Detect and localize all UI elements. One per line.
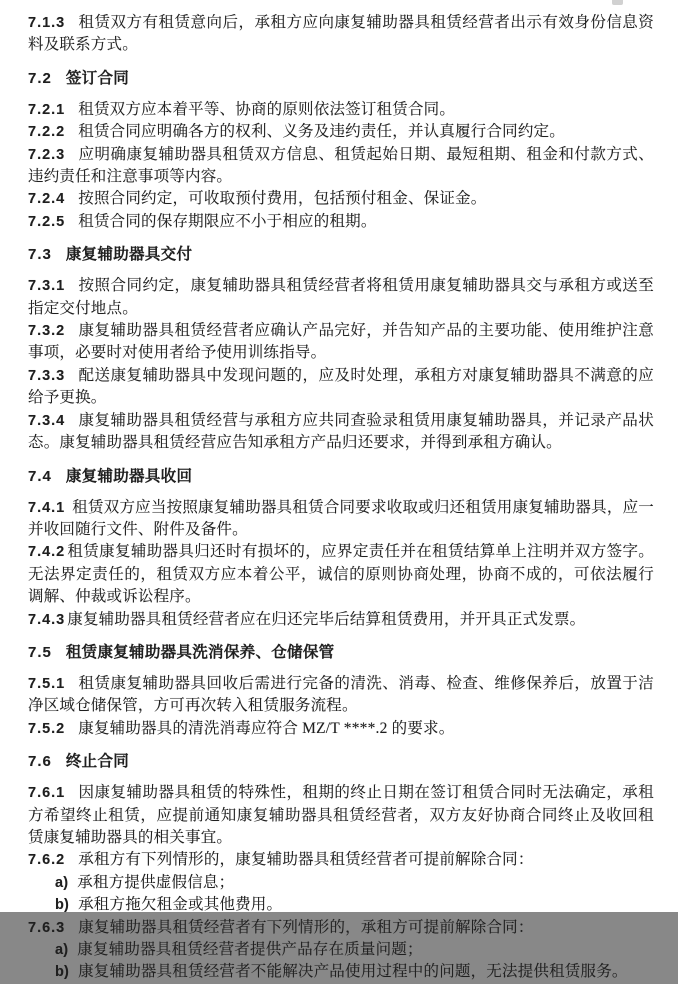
clause-number: 7.4.1 bbox=[28, 499, 66, 516]
clause bbox=[28, 609, 654, 631]
section-number: 7.6 bbox=[28, 753, 52, 771]
clause bbox=[28, 365, 654, 410]
item-marker: b) bbox=[55, 964, 70, 981]
clause-number: 7.2.2 bbox=[28, 124, 66, 141]
clause-text: 按照合同约定，康复辅助器具租赁经营者将租赁用康复辅助器具交与承租方或送至指定交付地点。 bbox=[28, 277, 654, 317]
clause-text: 康复辅助器具的清洗消毒应符合 MZ/T ****.2 的要求。 bbox=[78, 719, 455, 737]
clause-number: 7.3.3 bbox=[28, 367, 66, 384]
clause bbox=[28, 782, 654, 849]
clause-text: 康复辅助器具租赁经营者应确认产品完好，并告知产品的主要功能、使用维护注意事项，必要时对使用者给予使用训练指导。 bbox=[28, 322, 654, 362]
clause bbox=[28, 497, 654, 542]
clause bbox=[28, 320, 654, 365]
clause bbox=[28, 541, 654, 608]
clause-text: 按照合同约定，可收取预付费用，包括预付租金、保证金。 bbox=[78, 190, 487, 208]
section-heading bbox=[28, 68, 654, 90]
document-body bbox=[28, 12, 654, 984]
clause-number: 7.3.1 bbox=[28, 278, 66, 295]
scan-artifact bbox=[612, 0, 623, 5]
clause-text: 租赁双方有租赁意向后，承租方应向康复辅助器具租赁经营者出示有效身份信息资料及联系方式。 bbox=[28, 14, 654, 54]
clause-text: 租赁双方应当按照康复辅助器具租赁合同要求收取或归还租赁用康复辅助器具，应一并收回随行文件、附件及备件。 bbox=[28, 498, 654, 538]
section-heading bbox=[28, 642, 654, 664]
clause bbox=[28, 12, 654, 57]
section-number: 7.4 bbox=[28, 467, 52, 485]
section-title: 签订合同 bbox=[65, 69, 130, 87]
section-number: 7.5 bbox=[28, 643, 52, 661]
clause bbox=[28, 211, 654, 233]
section-heading bbox=[28, 244, 654, 266]
clause-number: 7.4.2 bbox=[28, 544, 66, 561]
item-marker: a) bbox=[55, 942, 69, 958]
clause-number: 7.3.4 bbox=[28, 412, 66, 429]
clause-text: 配送康复辅助器具中发现问题的，应及时处理，承租方对康复辅助器具不满意的应给予更换。 bbox=[28, 366, 654, 407]
clause bbox=[28, 144, 654, 189]
clause bbox=[28, 673, 654, 718]
clause-number: 7.6.2 bbox=[28, 852, 66, 869]
clause bbox=[28, 718, 654, 740]
list-item bbox=[28, 894, 654, 916]
item-text: 承租方拖欠租金或其他费用。 bbox=[78, 896, 283, 914]
item-text: 承租方提供虚假信息； bbox=[77, 873, 235, 891]
section-number: 7.3 bbox=[28, 246, 52, 264]
clause-text: 康复辅助器具租赁经营者应在归还完毕后结算租赁费用，并开具正式发票。 bbox=[67, 610, 586, 628]
item-marker: a) bbox=[55, 874, 69, 891]
clause-number: 7.1.3 bbox=[28, 15, 66, 31]
clause bbox=[28, 188, 654, 210]
clause-text: 康复辅助器具租赁经营者有下列情形的，承租方可提前解除合同： bbox=[78, 918, 534, 936]
list-item bbox=[28, 872, 654, 894]
clause-number: 7.2.4 bbox=[28, 191, 66, 208]
clause-text: 租赁合同应明确各方的权利、义务及违约责任，并认真履行合同约定。 bbox=[78, 123, 565, 141]
clause-number: 7.4.3 bbox=[28, 611, 66, 628]
clause bbox=[28, 917, 654, 939]
clause bbox=[28, 121, 654, 143]
section-title: 康复辅助器具收回 bbox=[65, 467, 193, 485]
clause-number: 7.2.5 bbox=[28, 213, 66, 230]
clause-text: 应明确康复辅助器具租赁双方信息、租赁起始日期、最短租期、租金和付款方式、违约责任和注意事项等内容。 bbox=[28, 145, 654, 186]
section-title: 康复辅助器具交付 bbox=[65, 246, 193, 264]
item-marker: b) bbox=[55, 897, 70, 914]
clause-number: 7.6.1 bbox=[28, 785, 66, 802]
clause-text: 租赁康复辅助器具回收后需进行完备的清洗、消毒、检查、维修保养后，放置于洁净区域仓储保管，方可再次转入租赁服务流程。 bbox=[28, 674, 654, 715]
clause-text: 租赁合同的保存期限应不小于相应的租期。 bbox=[78, 212, 377, 230]
section-heading bbox=[28, 466, 654, 488]
list-item bbox=[28, 961, 654, 983]
clause-text: 租赁康复辅助器具归还时有损坏的，应界定责任并在租赁结算单上注明并双方签字。无法界定责任的，租赁双方应本着公平，诚信的原则协商处理，协商不成的，可依法履行调解、仲裁或诉讼程序。 bbox=[28, 543, 654, 606]
clause-number: 7.5.2 bbox=[28, 720, 66, 737]
clause bbox=[28, 410, 654, 455]
list-item bbox=[28, 939, 654, 961]
section-title: 租赁康复辅助器具洗消保养、仓储保管 bbox=[65, 643, 335, 661]
item-text: 康复辅助器具租赁经营者提供产品存在质量问题； bbox=[77, 941, 423, 958]
clause-text: 康复辅助器具租赁经营与承租方应共同查验录租赁用康复辅助器具，并记录产品状态。康复辅助器具租赁经营应告知承租方产品归还要求，并得到承租方确认。 bbox=[28, 411, 654, 452]
clause bbox=[28, 849, 654, 871]
clause-text: 租赁双方应本着平等、协商的原则依法签订租赁合同。 bbox=[78, 100, 456, 118]
clause-number: 7.2.3 bbox=[28, 146, 66, 163]
section-heading bbox=[28, 751, 654, 773]
section-number: 7.2 bbox=[28, 69, 52, 87]
clause-number: 7.2.1 bbox=[28, 101, 66, 118]
clause-number: 7.5.1 bbox=[28, 675, 66, 692]
clause-number: 7.6.3 bbox=[28, 919, 66, 936]
clause-text: 承租方有下列情形的，康复辅助器具租赁经营者可提前解除合同： bbox=[78, 851, 534, 869]
clause-number: 7.3.2 bbox=[28, 323, 66, 340]
section-title: 终止合同 bbox=[65, 753, 130, 771]
clause bbox=[28, 99, 654, 121]
clause bbox=[28, 275, 654, 320]
clause-text: 因康复辅助器具租赁的特殊性，租期的终止日期在签订租赁合同时无法确定，承租方希望终止租赁，应提前通知康复辅助器具租赁经营者，双方友好协商合同终止及收回租赁康复辅助器具的相关事宜。 bbox=[28, 784, 654, 846]
item-text: 康复辅助器具租赁经营者不能解决产品使用过程中的问题，无法提供租赁服务。 bbox=[78, 963, 628, 981]
